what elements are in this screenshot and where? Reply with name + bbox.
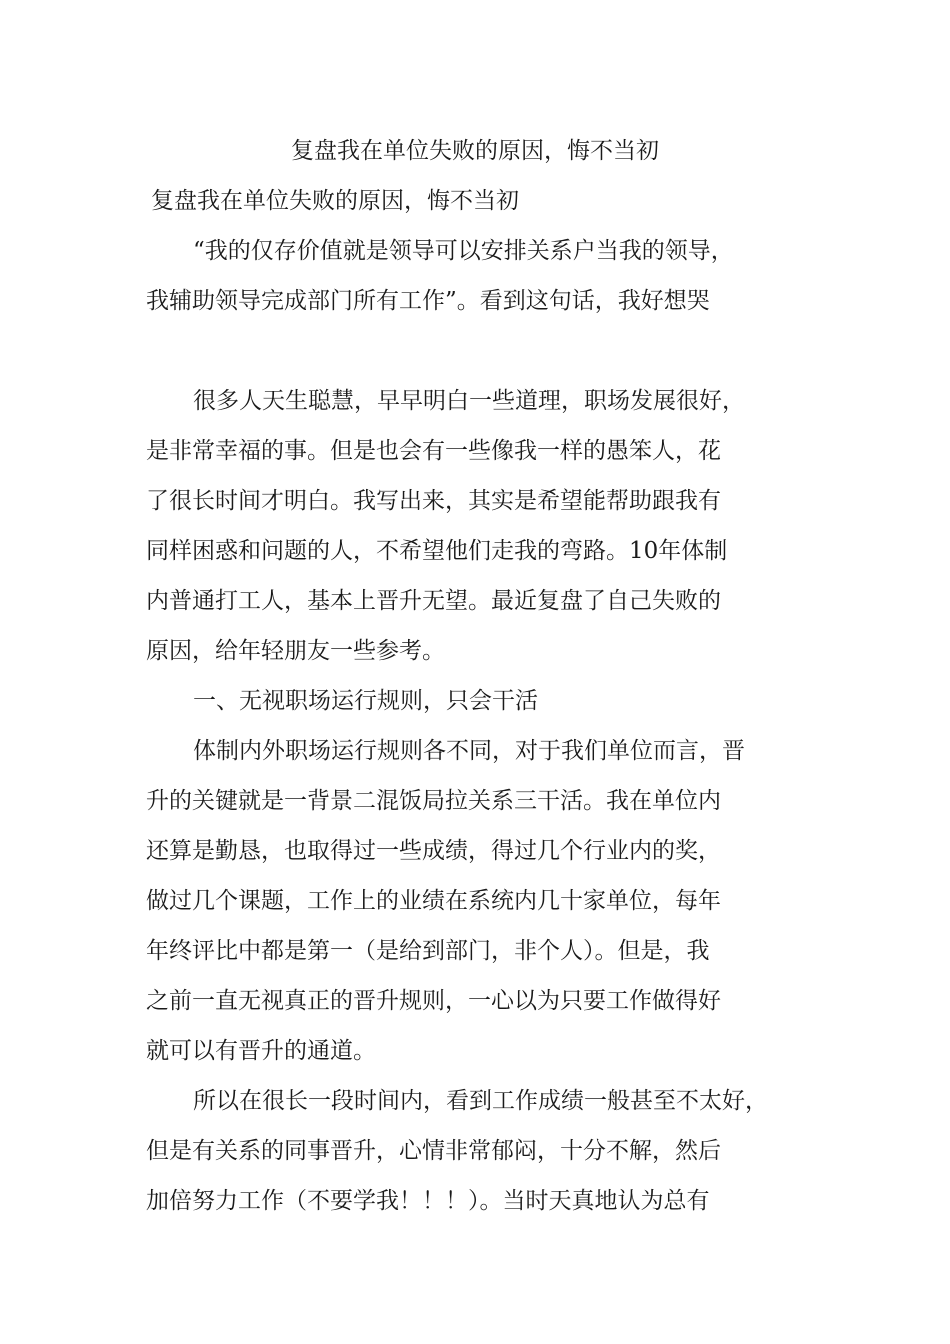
paragraph-line: 了很长时间才明白。我写出来，其实是希望能帮助跟我有 bbox=[146, 488, 721, 514]
paragraph-line: 是非常幸福的事。但是也会有一些像我一样的愚笨人，花 bbox=[146, 438, 721, 464]
paragraph-line: 还算是勤恳，也取得过一些成绩，得过几个行业内的奖， bbox=[146, 838, 721, 864]
document-title: 复盘我在单位失败的原因，悔不当初 bbox=[291, 138, 659, 164]
paragraph-line: 之前一直无视真正的晋升规则，一心以为只要工作做得好 bbox=[146, 988, 721, 1014]
paragraph-line: 我辅助领导完成部门所有工作”。看到这句话，我好想哭 bbox=[146, 288, 710, 314]
paragraph-line: 内普通打工人，基本上晋升无望。最近复盘了自己失败的 bbox=[146, 588, 721, 614]
paragraph-line: 同样困惑和问题的人，不希望他们走我的弯路。10年体制 bbox=[146, 538, 728, 564]
paragraph-line: 就可以有晋升的通道。 bbox=[146, 1038, 376, 1064]
paragraph-line: 所以在很长一段时间内，看到工作成绩一般甚至不太好， bbox=[193, 1088, 768, 1114]
paragraph-line: 年终评比中都是第一（是给到部门，非个人）。但是，我 bbox=[146, 938, 710, 964]
paragraph-line: “我的仅存价值就是领导可以安排关系户当我的领导， bbox=[193, 238, 734, 264]
paragraph-line: 体制内外职场运行规则各不同，对于我们单位而言，晋 bbox=[193, 738, 745, 764]
document-subtitle: 复盘我在单位失败的原因，悔不当初 bbox=[151, 188, 519, 214]
paragraph-line: 很多人天生聪慧，早早明白一些道理，职场发展很好， bbox=[193, 388, 745, 414]
paragraph-line: 原因，给年轻朋友一些参考。 bbox=[146, 638, 445, 664]
paragraph-line: 升的关键就是一背景二混饭局拉关系三干活。我在单位内 bbox=[146, 788, 721, 814]
section-heading: 一、无视职场运行规则，只会干活 bbox=[193, 688, 538, 714]
paragraph-line: 做过几个课题，工作上的业绩在系统内几十家单位，每年 bbox=[146, 888, 721, 914]
paragraph-line: 但是有关系的同事晋升，心情非常郁闷，十分不解，然后 bbox=[146, 1138, 721, 1164]
paragraph-line: 加倍努力工作（不要学我！！！）。当时天真地认为总有 bbox=[146, 1188, 710, 1214]
